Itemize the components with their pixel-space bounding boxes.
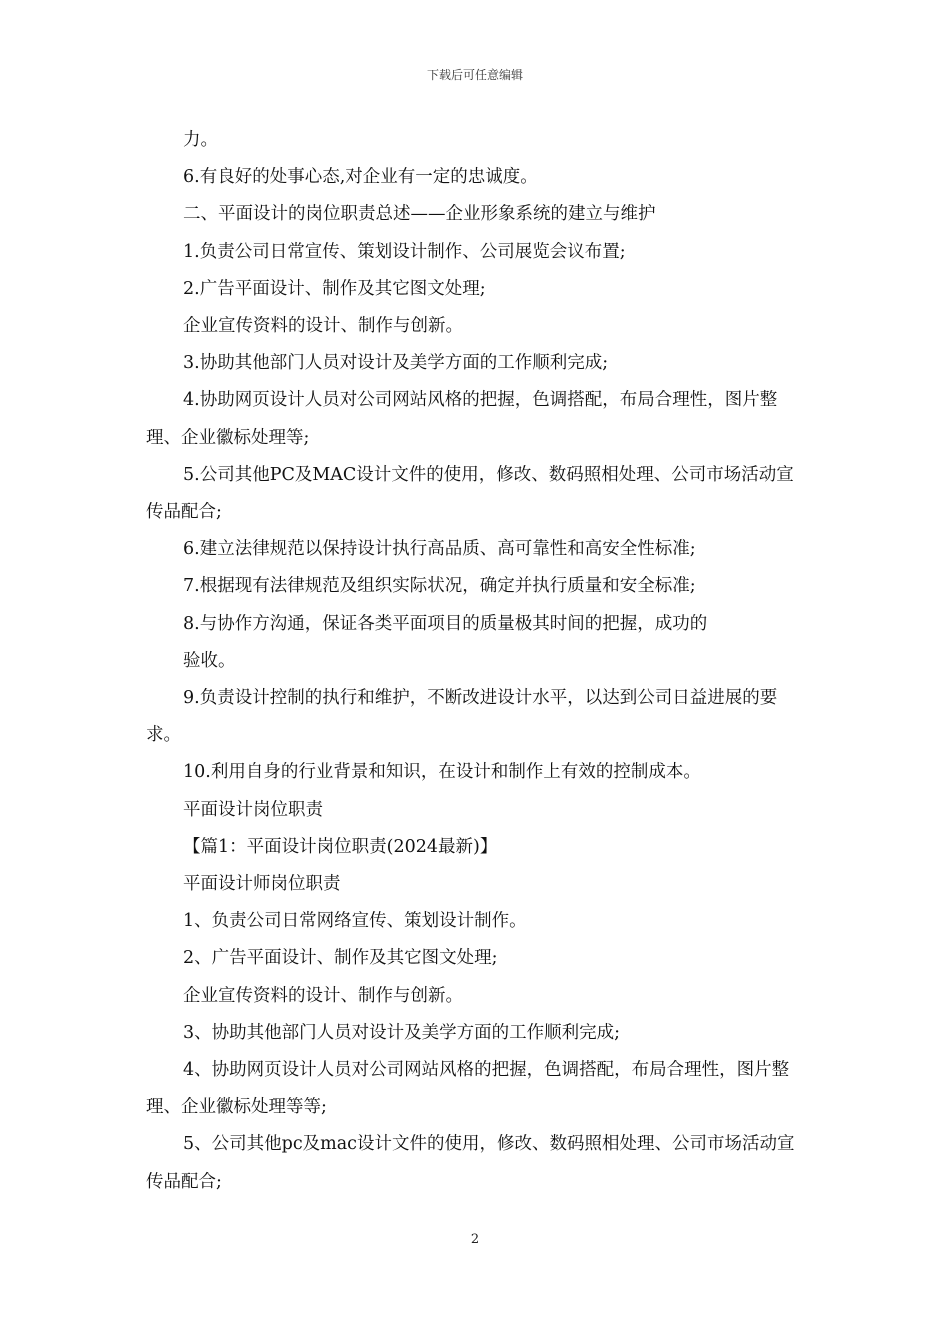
paragraph: 企业宣传资料的设计、制作与创新。 — [183, 985, 463, 1006]
document-body — [146, 122, 810, 1201]
paragraph: 2.广告平面设计、制作及其它图文处理; — [183, 278, 486, 299]
paragraph: 6.建立法律规范以保持设计执行高品质、高可靠性和高安全性标准; — [183, 539, 696, 560]
paragraph: 4.协助网页设计人员对公司网站风格的把握，色调搭配，布局合理性，图片整理、企业徽标处理等; — [146, 390, 778, 448]
paragraph: 【篇1：平面设计岗位职责(2024最新)】 — [183, 836, 498, 857]
paragraph: 5.公司其他PC及MAC设计文件的使用，修改、数码照相处理、公司市场活动宣传品配合; — [146, 464, 794, 523]
paragraph: 验收。 — [183, 650, 236, 671]
paragraph: 6.有良好的处事心态,对企业有一定的忠诚度。 — [183, 167, 538, 188]
paragraph: 4、协助网页设计人员对公司网站风格的把握，色调搭配，布局合理性，图片整理、企业徽标处理等等; — [146, 1060, 790, 1118]
paragraph: 平面设计师岗位职责 — [183, 874, 341, 895]
paragraph: 3、协助其他部门人员对设计及美学方面的工作顺利完成; — [183, 1022, 621, 1043]
paragraph: 平面设计岗位职责 — [183, 799, 323, 820]
paragraph: 1.负责公司日常宣传、策划设计制作、公司展览会议布置; — [183, 241, 626, 262]
paragraph: 10.利用自身的行业背景和知识，在设计和制作上有效的控制成本。 — [183, 762, 701, 783]
paragraph: 力。 — [183, 130, 218, 150]
paragraph: 3.协助其他部门人员对设计及美学方面的工作顺利完成; — [183, 353, 609, 374]
paragraph: 9.负责设计控制的执行和维护，不断改进设计水平，以达到公司日益进展的要求。 — [146, 688, 778, 746]
page-number: 2 — [470, 1232, 480, 1247]
paragraph: 8.与协作方沟通，保证各类平面项目的质量极其时间的把握，成功的 — [183, 613, 708, 634]
paragraph: 2、广告平面设计、制作及其它图文处理; — [183, 948, 498, 969]
paragraph: 1、负责公司日常网络宣传、策划设计制作。 — [183, 911, 527, 932]
paragraph: 企业宣传资料的设计、制作与创新。 — [183, 316, 463, 337]
paragraph: 二、平面设计的岗位职责总述——企业形象系统的建立与维护 — [183, 204, 656, 225]
paragraph: 7.根据现有法律规范及组织实际状况，确定并执行质量和安全标准; — [183, 576, 696, 597]
page-header: 下载后可任意编辑 — [426, 68, 523, 82]
paragraph: 5、公司其他pc及mac设计文件的使用，修改、数码照相处理、公司市场活动宣传品配合; — [146, 1134, 795, 1192]
